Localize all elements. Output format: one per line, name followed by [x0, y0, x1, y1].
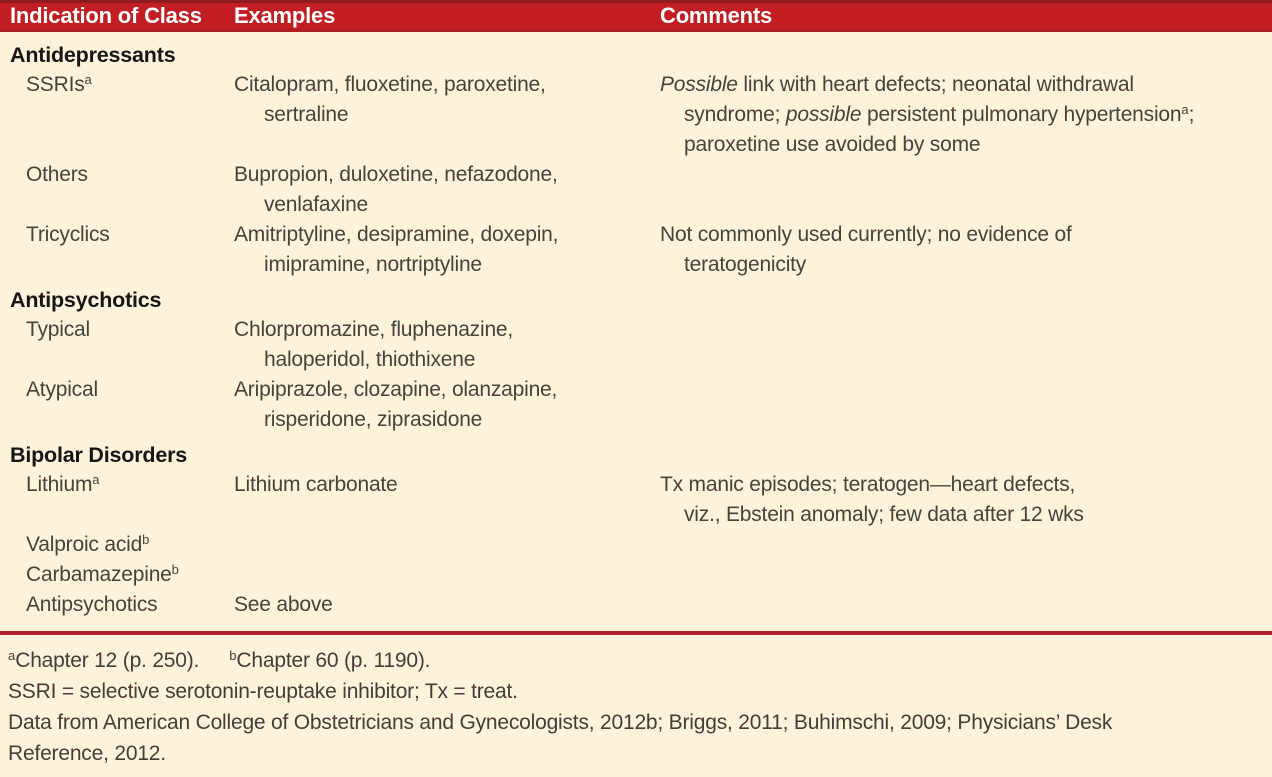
examples-line: risperidone, ziprasidone: [264, 408, 483, 431]
indication-cell: [0, 470, 234, 500]
drug-class-label: Tricyclics: [26, 223, 110, 246]
header-comments: Comments: [660, 3, 773, 28]
footnotes: [0, 635, 1272, 769]
section-title: Bipolar Disorders: [10, 443, 188, 467]
indication-cell: [0, 315, 234, 345]
examples-line: sertraline: [264, 103, 349, 126]
comments-line: [660, 70, 1272, 100]
text-segment: Tx manic episodes; teratogen—heart defects,: [660, 473, 1076, 496]
italic-text: Possible: [660, 73, 738, 96]
footnote-a-text: Chapter 12 (p. 250).: [15, 649, 200, 672]
examples-line: venlafaxine: [264, 193, 369, 216]
examples-cell: [234, 160, 660, 220]
drug-class-label: Lithium: [26, 473, 93, 496]
examples-line: Aripiprazole, clozapine, olanzapine,: [234, 378, 558, 401]
footnote-source-line1: Data from American College of Obstetricians and Gynecologists, 2012b; Briggs, 2011; Buhimschi, 2009; Physicians’ Desk: [8, 711, 1113, 734]
comments-line: [660, 100, 1272, 130]
comments-cell: [660, 470, 1272, 530]
drug-class-label: Typical: [26, 318, 90, 341]
text-segment: paroxetine use avoided by some: [684, 133, 981, 156]
comments-line: [660, 500, 1272, 530]
footnote-a-marker: a: [8, 648, 16, 663]
header-indication-of-class: Indication of Class: [10, 3, 202, 28]
examples-line: Chlorpromazine, fluphenazine,: [234, 318, 514, 341]
text-segment: Not commonly used currently; no evidence of: [660, 223, 1072, 246]
drug-class-label: SSRIs: [26, 73, 85, 96]
footnote-marker: b: [142, 532, 150, 547]
examples-line: haloperidol, thiothixene: [264, 348, 476, 371]
examples-cell: [234, 375, 660, 435]
footnote-marker: b: [171, 562, 179, 577]
comments-line: [660, 470, 1272, 500]
text-segment: viz., Ebstein anomaly; few data after 12 wks: [684, 503, 1084, 526]
footnote-b-text: Chapter 60 (p. 1190).: [236, 649, 431, 672]
footnote-b-marker: b: [229, 648, 237, 663]
indication-cell: [0, 590, 234, 620]
indication-cell: [0, 560, 234, 590]
text-segment: syndrome;: [684, 103, 786, 126]
table-row: [0, 315, 1272, 375]
text-segment: link with heart defects; neonatal withdrawal: [737, 73, 1134, 96]
section-title: Antipsychotics: [10, 288, 162, 312]
text-segment: ;: [1188, 103, 1195, 126]
drug-class-label: Carbamazepine: [26, 563, 172, 586]
examples-line: Lithium carbonate: [234, 473, 398, 496]
footnote-b: [229, 649, 430, 672]
footnote-marker: a: [92, 472, 100, 487]
table-row: [0, 160, 1272, 220]
indication-cell: [0, 220, 234, 250]
table-body: [0, 32, 1272, 631]
examples-line: See above: [234, 593, 333, 616]
examples-cell: [234, 590, 660, 620]
comments-line: [660, 220, 1272, 250]
comments-line: [660, 250, 1272, 280]
indication-cell: [0, 70, 234, 100]
examples-cell: [234, 220, 660, 280]
examples-line: Citalopram, fluoxetine, paroxetine,: [234, 73, 546, 96]
table-row: [0, 530, 1272, 560]
table-row: [0, 220, 1272, 280]
comments-line: [660, 130, 1272, 160]
footnote-marker: a: [84, 72, 92, 87]
table-row: [0, 470, 1272, 530]
examples-cell: [234, 315, 660, 375]
examples-cell: [234, 70, 660, 130]
indication-cell: [0, 530, 234, 560]
text-segment: persistent pulmonary hypertension: [861, 103, 1182, 126]
table-row: [0, 70, 1272, 160]
footnote-source-line2: Reference, 2012.: [8, 742, 166, 765]
header-examples: Examples: [234, 3, 336, 28]
table-header: [0, 0, 1272, 32]
footnote-a: [8, 649, 199, 672]
indication-cell: [0, 160, 234, 190]
footnote-chapters-line: [8, 645, 1262, 676]
italic-text: possible: [785, 103, 862, 126]
examples-line: Amitriptyline, desipramine, doxepin,: [234, 223, 559, 246]
footnote-abbreviations: SSRI = selective serotonin-reuptake inhibitor; Tx = treat.: [8, 680, 518, 703]
drug-class-label: Antipsychotics: [26, 593, 158, 616]
drug-class-label: Valproic acid: [26, 533, 143, 556]
table-row: [0, 375, 1272, 435]
comments-cell: [660, 70, 1272, 160]
examples-line: imipramine, nortriptyline: [264, 253, 482, 276]
comments-cell: [660, 220, 1272, 280]
table-row: [0, 560, 1272, 590]
examples-line: Bupropion, duloxetine, nefazodone,: [234, 163, 558, 186]
text-segment: teratogenicity: [684, 253, 807, 276]
footnote-marker: a: [1181, 102, 1189, 117]
indication-cell: [0, 375, 234, 405]
table-row: [0, 590, 1272, 620]
section-title: Antidepressants: [10, 43, 176, 67]
drug-class-label: Atypical: [26, 378, 98, 401]
drug-class-label: Others: [26, 163, 88, 186]
examples-cell: [234, 470, 660, 500]
